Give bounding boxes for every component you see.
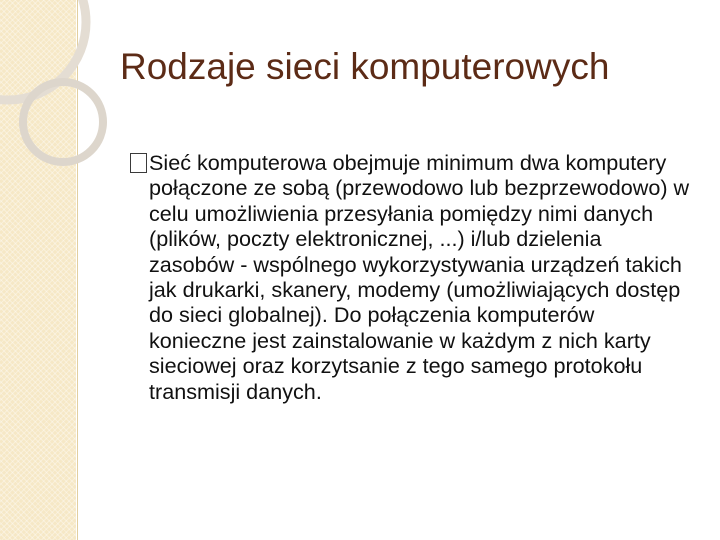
slide-title: Rodzaje sieci komputerowych [120,46,610,87]
content-block [130,150,690,404]
decorative-ring-small [23,82,103,162]
missing-glyph-box-icon [130,153,147,173]
body-paragraph: Sieć komputerowa obejmuje minimum dwa komputery połączone ze sobą (przewodowo lub bezprzewodowo) w celu umożliwienia przesyłania pomiędzy nimi danych (plików, poczty elektronicznej, ...) i/lub dzielenia zasobów - wspólnego wykorzystywania urządzeń takich jak drukarki, skanery, modemy (umożliwiających dostęp do sieci globalnej). Do połączenia komputerów konieczne jest zainstalowanie w każdym z nich karty sieciowej oraz korzytsanie z tego samego protokołu transmisji danych. [149,150,690,404]
